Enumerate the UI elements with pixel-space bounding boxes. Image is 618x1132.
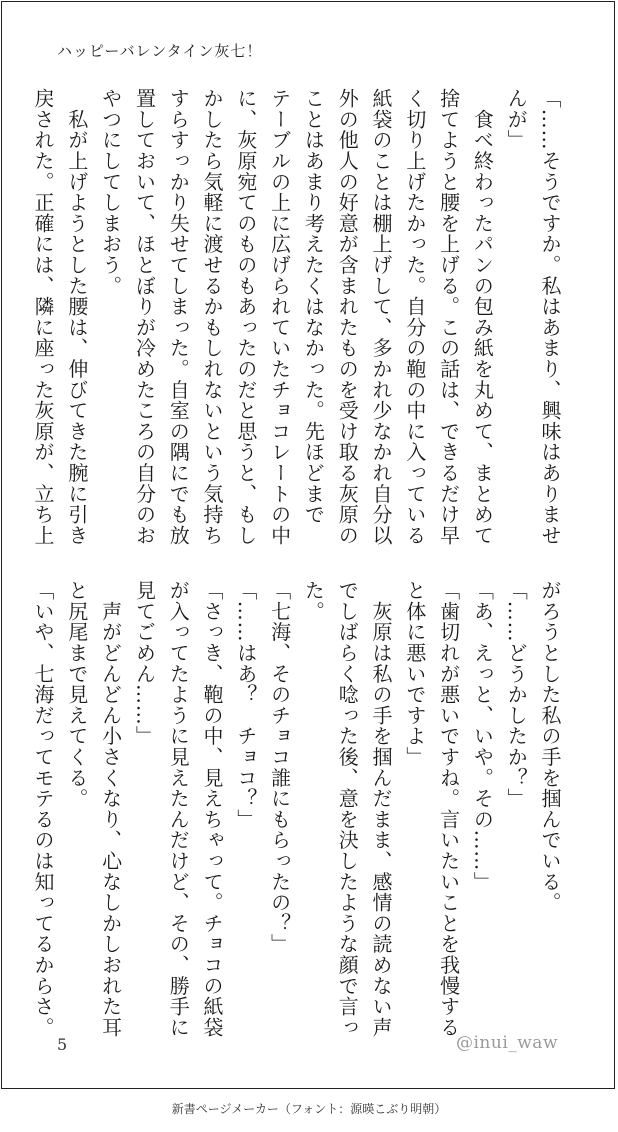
generator-credit: 新書ページメーカー（フォント：源暎こぶり明朝） bbox=[171, 1102, 447, 1116]
text-line: 「あ、えっと、いや。その……」 bbox=[470, 580, 495, 892]
text-column-top bbox=[31, 88, 566, 558]
author-handle-watermark: @inui_waw bbox=[455, 1033, 558, 1053]
text-line: んが」 bbox=[504, 88, 529, 151]
text-line: 食べ終わったパンの包み紙を丸めて、まとめて bbox=[470, 88, 495, 546]
text-line: 「いや、七海だってモテるのは知ってるからさ。 bbox=[31, 580, 56, 1038]
text-line: 「さっき、鞄の中、見えちゃって。チョコの紙袋 bbox=[200, 580, 225, 1038]
text-line: が入ってたように見えたんだけど、その、勝手に bbox=[166, 580, 191, 1038]
text-line: 外の他人の好意が含まれたものを受け取る灰原の bbox=[335, 88, 360, 546]
text-line: と体に悪いですよ」 bbox=[402, 580, 427, 768]
text-line: 見てごめん……」 bbox=[132, 580, 157, 747]
text-line: 「七海、そのチョコ誰にもらったの？」 bbox=[267, 580, 292, 955]
text-line: 「……はあ？ チョコ？」 bbox=[233, 580, 258, 830]
text-line: 「……どうかしたか？」 bbox=[504, 580, 529, 809]
text-line: 私が上げようとした腰は、伸びてきた腕に引き bbox=[64, 88, 89, 546]
text-line: た。 bbox=[301, 580, 326, 622]
text-line: く切り上げたかった。自分の鞄の中に入っている bbox=[402, 88, 427, 546]
header-title: ハッピーバレンタイン灰七！ bbox=[57, 42, 263, 60]
text-line: テーブルの上に広げられていたチョコレートの中 bbox=[267, 88, 292, 546]
text-line: に、灰原宛てのものもあったのだと思うと、もし bbox=[233, 88, 258, 546]
text-line: 「歯切れが悪いですね。言いたいことを我慢する bbox=[436, 580, 461, 1038]
text-line: 声がどんどん小さくなり、心なしかしおれた耳 bbox=[98, 580, 123, 1038]
text-line: 「……そうですか。私はあまり、興味はありませ bbox=[538, 88, 562, 546]
text-line: でしばらく唸った後、意を決したような顔で言っ bbox=[335, 580, 360, 1038]
text-line: やつにしてしまおう。 bbox=[98, 88, 123, 296]
text-line: と尻尾まで見えてくる。 bbox=[64, 580, 89, 809]
text-line: がろうとした私の手を掴んでいる。 bbox=[538, 580, 562, 913]
text-line: 紙袋のことは棚上げして、多かれ少なかれ自分以 bbox=[369, 88, 394, 546]
text-line: かしたら気軽に渡せるかもしれないという気持ち bbox=[200, 88, 225, 546]
text-line: 戻された。正確には、隣に座った灰原が、立ち上 bbox=[31, 88, 56, 546]
text-line: ことはあまり考えたくはなかった。先ほどまで bbox=[301, 88, 326, 525]
text-line: すらすっかり失せてしまった。自室の隅にでも放 bbox=[166, 88, 191, 546]
text-line: 置しておいて、ほとぼりが冷めたころの自分のお bbox=[132, 88, 157, 546]
text-line: 灰原は私の手を掴んだまま、感情の読めない声 bbox=[369, 580, 394, 1038]
text-column-bottom bbox=[31, 580, 566, 1050]
page-number: 5 bbox=[57, 1035, 68, 1054]
text-line: 捨てようと腰を上げる。この話は、できるだけ早 bbox=[436, 88, 461, 546]
